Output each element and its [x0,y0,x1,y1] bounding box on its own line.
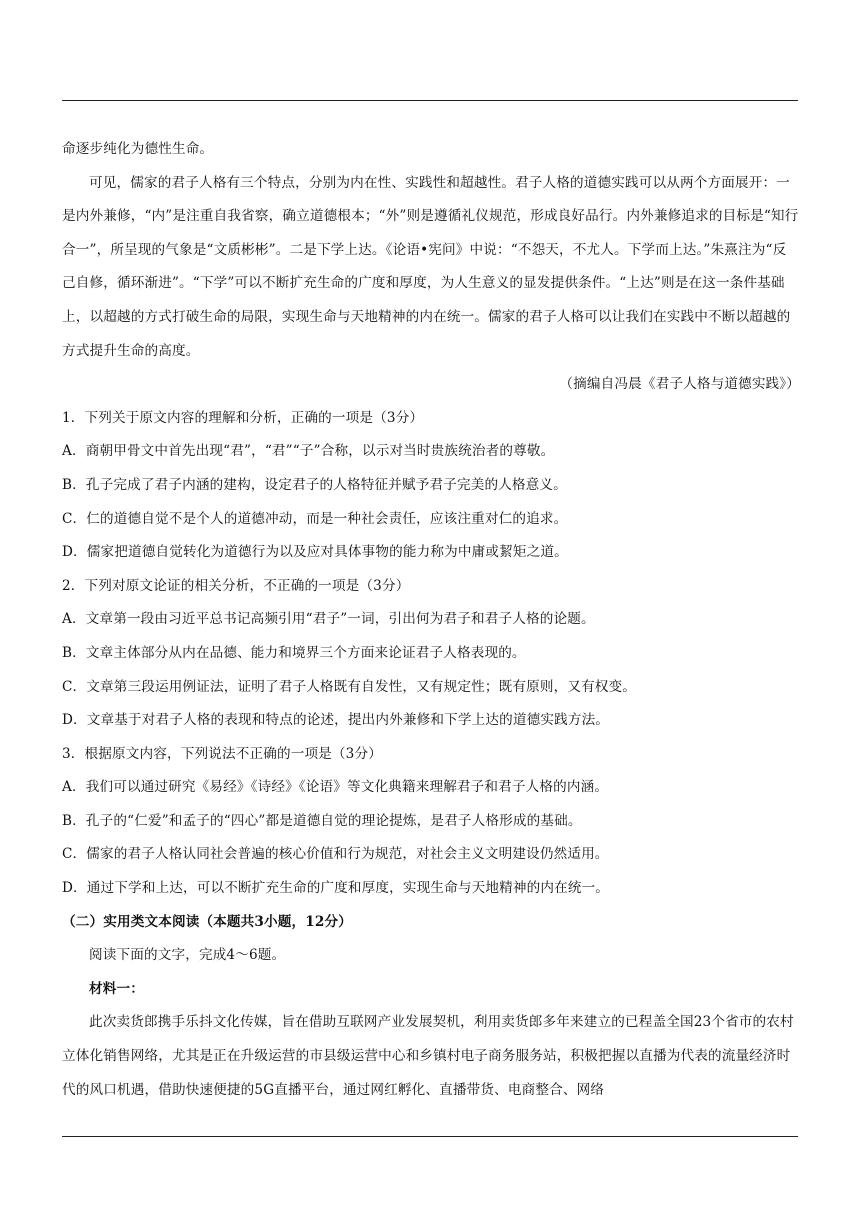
option-b: B．孔子的“仁爱”和孟子的“四心”都是道德自觉的理论提炼，是君子人格形成的基础。 [62,812,582,829]
source-citation: （摘编自冯晨《君子人格与道德实践》） [559,376,800,393]
material-label: 材料一： [89,980,144,997]
option-a: A．商朝甲骨文中首先出现“君”，“君”“子”合称，以示对当时贵族统治者的尊敬。 [62,443,555,460]
section-instruction: 阅读下面的文字，完成4～6题。 [89,947,286,964]
question-stem: 3．根据原文内容，下列说法不正确的一项是（3分） [62,745,382,762]
option-c: C．文章第三段运用例证法，证明了君子人格既有自发性，又有规定性；既有原则，又有权变。 [62,678,637,695]
paragraph: 可见，儒家的君子人格有三个特点，分别为内在性、实践性和超越性。君子人格的道德实践可以从两个方面展开：一是内外兼修，“内”是注重自我省察，确立道德根本；“外”则是遵循礼仪规范，形成良好品行。内外兼修追求的目标是“知行合一”，所呈现的气象是“文质彬彬”。二是下学上达。《论语•宪问》中说：“不怨天，不尤人。下学而上达。”朱熹注为“反己自修，循环渐进”。“下学”可以不断扩充生命的广度和厚度，为人生意义的显发提供条件。“上达”则是在这一条件基础上，以超越的方式打破生命的局限，实现生命与天地精神的内在统一。儒家的君子人格可以让我们在实践中不断以超越的方式提升生命的高度。 [62,174,799,359]
footer-rule [62,1136,798,1137]
document-body [62,133,800,1107]
option-d: D．通过下学和上达，可以不断扩充生命的广度和厚度，实现生命与天地精神的内在统一。 [62,880,610,897]
question-3 [62,738,800,906]
question-stem: 2．下列对原文论证的相关分析，不正确的一项是（3分） [62,577,410,594]
question-stem: 1．下列关于原文内容的理解和分析，正确的一项是（3分） [62,409,424,426]
option-d: D．文章基于对君子人格的表现和特点的论述，提出内外兼修和下学上达的道德实践方法。 [62,712,610,729]
option-c: C．仁的道德自觉不是个人的道德冲动，而是一种社会责任，应该注重对仁的追求。 [62,510,568,527]
option-d: D．儒家把道德自觉转化为道德行为以及应对具体事物的能力称为中庸或絜矩之道。 [62,544,568,561]
question-1 [62,402,800,570]
option-b: B．文章主体部分从内在品德、能力和境界三个方面来论证君子人格表现的。 [62,644,526,661]
option-a: A．文章第一段由习近平总书记高频引用“君子”一词，引出何为君子和君子人格的论题。 [62,611,595,628]
section-heading: （二）实用类文本阅读（本题共3小题，12分） [62,913,352,930]
option-c: C．儒家的君子人格认同社会普遍的核心价值和行为规范，对社会主义文明建设仍然适用。 [62,846,609,863]
option-b: B．孔子完成了君子内涵的建构，设定君子的人格特征并赋予君子完美的人格意义。 [62,476,567,493]
header-rule [62,100,798,101]
option-a: A．我们可以通过研究《易经》《诗经》《论语》等文化典籍来理解君子和君子人格的内涵。 [62,779,609,796]
question-2 [62,570,800,738]
material-paragraph: 此次卖货郎携手乐抖文化传媒，旨在借助互联网产业发展契机，利用卖货郎多年来建立的已程盖全国23个省市的农村立体化销售网络，尤其是正在升级运营的市县级运营中心和乡镇村电子商务服务站，积极把握以直播为代表的流量经济时代的风口机遇，借助快速便捷的5G直播平台，通过网红孵化、直播带货、电商整合、网络 [62,1014,794,1098]
paragraph: 命逐步纯化为德性生命。 [62,141,214,157]
